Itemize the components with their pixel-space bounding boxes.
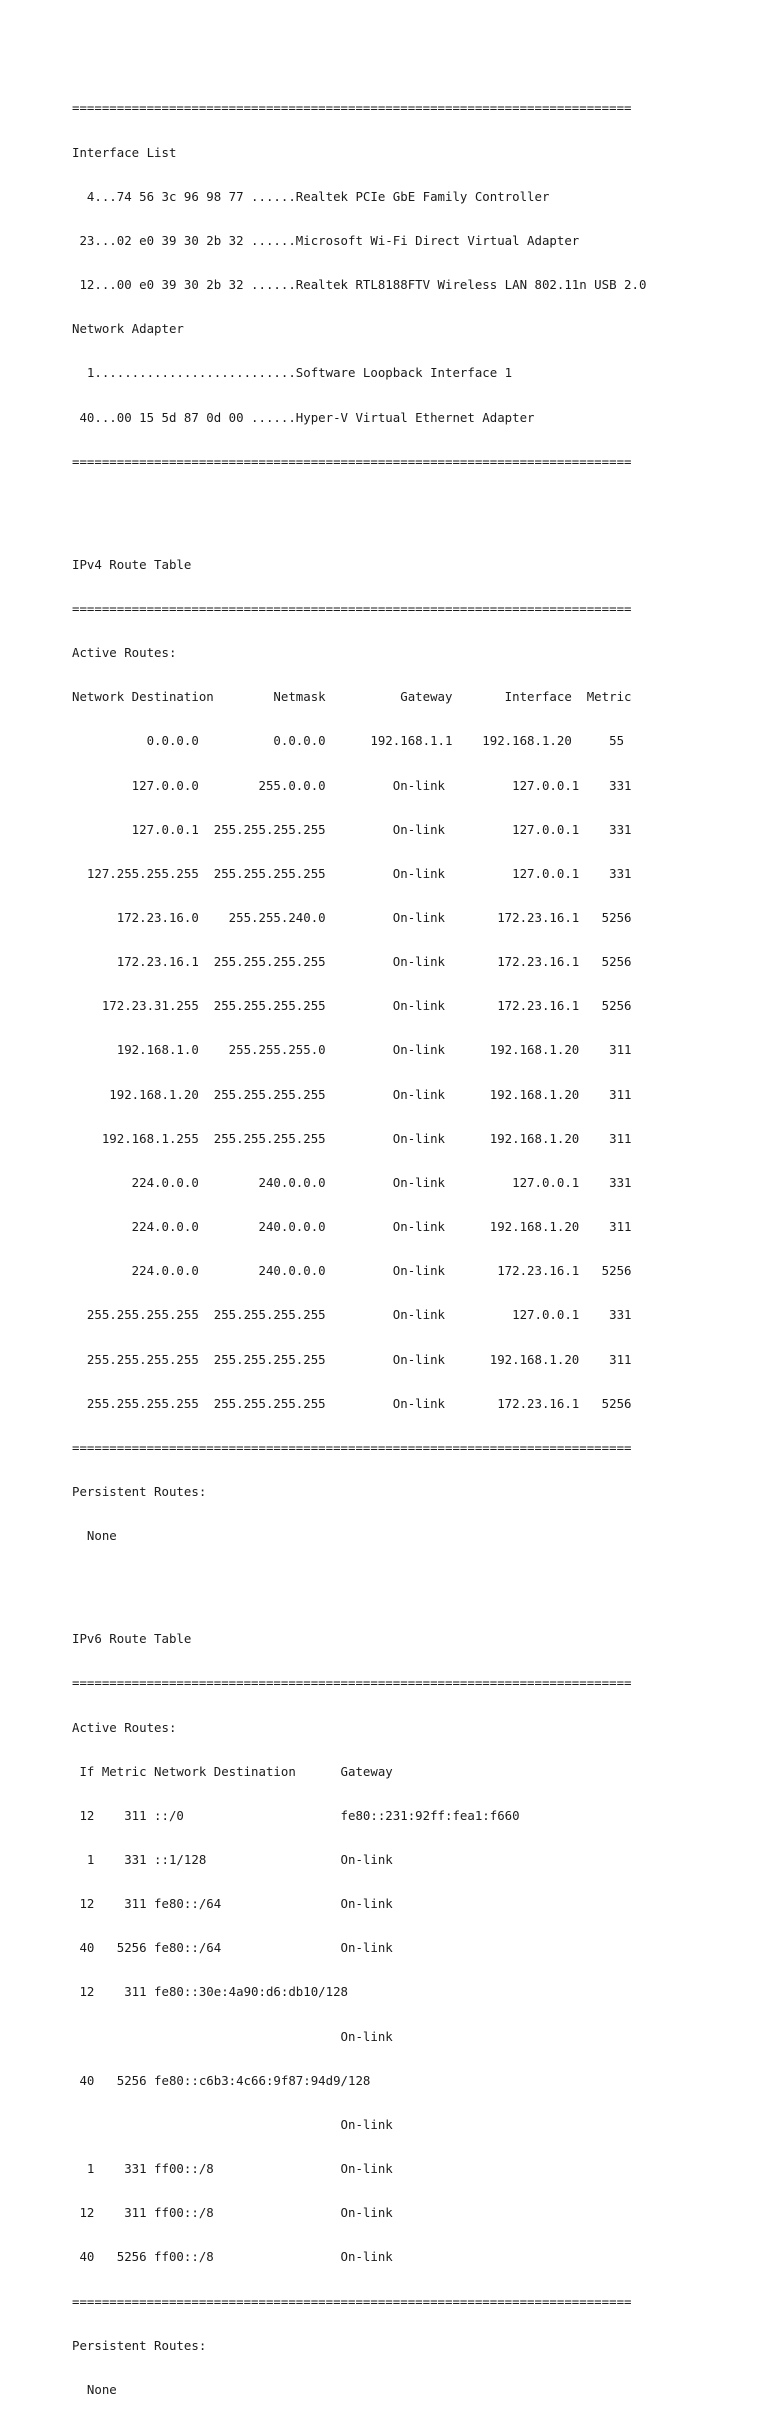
ipv4-route-row: 255.255.255.255 255.255.255.255 On-link 192.168.1.20 311: [72, 1351, 632, 1367]
ipv6-table-header: If Metric Network Destination Gateway: [72, 1763, 393, 1779]
separator-line: ===========================================================================: [72, 600, 632, 616]
interface-entry: 40...00 15 5d 87 0d 00 ......Hyper-V Virtual Ethernet Adapter: [72, 409, 535, 425]
ipv4-route-row: 0.0.0.0 0.0.0.0 192.168.1.1 192.168.1.20 55: [72, 733, 625, 749]
ipv4-route-row: 255.255.255.255 255.255.255.255 On-link 127.0.0.1 331: [72, 1307, 632, 1323]
ipv4-route-row: 192.168.1.20 255.255.255.255 On-link 192.168.1.20 311: [72, 1086, 632, 1102]
ipv6-route-row: 12 311 ff00::/8 On-link: [72, 2205, 393, 2221]
ipv4-heading: IPv4 Route Table: [72, 556, 192, 572]
ipv4-persistent-routes-value: None: [72, 1528, 117, 1544]
ipv4-route-row: 127.0.0.0 255.0.0.0 On-link 127.0.0.1 331: [72, 777, 632, 793]
ipv6-route-row: 12 311 ::/0 fe80::231:92ff:fea1:f660: [72, 1807, 520, 1823]
separator-line: ===========================================================================: [72, 2293, 632, 2309]
ipv4-route-row: 255.255.255.255 255.255.255.255 On-link 172.23.16.1 5256: [72, 1395, 632, 1411]
blank-line: [72, 499, 646, 514]
ipv4-persistent-routes-label: Persistent Routes:: [72, 1484, 207, 1499]
ipv4-route-row: 224.0.0.0 240.0.0.0 On-link 127.0.0.1 331: [72, 1174, 632, 1190]
ipv6-route-row: 40 5256 fe80::c6b3:4c66:9f87:94d9/128: [72, 2072, 371, 2088]
ipv4-route-row: 192.168.1.255 255.255.255.255 On-link 192.168.1.20 311: [72, 1130, 632, 1146]
interface-list-heading: Interface List: [72, 144, 177, 160]
ipv4-route-row: 172.23.31.255 255.255.255.255 On-link 172.23.16.1 5256: [72, 998, 632, 1014]
ipv4-route-row: 224.0.0.0 240.0.0.0 On-link 192.168.1.20 311: [72, 1219, 632, 1235]
ipv6-route-row: 12 311 fe80::/64 On-link: [72, 1896, 393, 1912]
ipv6-route-row: 40 5256 fe80::/64 On-link: [72, 1940, 393, 1956]
ipv6-persistent-routes-label: Persistent Routes:: [72, 2337, 207, 2353]
ipv6-active-routes-label: Active Routes:: [72, 1719, 177, 1735]
ipv6-route-row: 1 331 ff00::/8 On-link: [72, 2161, 393, 2177]
interface-entry: 1...........................Software Loopback Interface 1: [72, 365, 513, 381]
interface-entry: Network Adapter: [72, 321, 184, 337]
ipv4-route-row: 192.168.1.0 255.255.255.0 On-link 192.168.1.20 311: [72, 1042, 632, 1058]
interface-entry: 4...74 56 3c 96 98 77 ......Realtek PCIe GbE Family Controller: [72, 188, 550, 204]
separator-line: ===========================================================================: [72, 1675, 632, 1691]
route-print-output: [72, 72, 646, 2412]
ipv4-route-row: 127.0.0.1 255.255.255.255 On-link 127.0.0.1 331: [72, 821, 632, 837]
ipv4-route-row: 127.255.255.255 255.255.255.255 On-link 127.0.0.1 331: [72, 865, 632, 881]
ipv4-route-row: 224.0.0.0 240.0.0.0 On-link 172.23.16.1 5256: [72, 1263, 632, 1279]
interface-entry: 23...02 e0 39 30 2b 32 ......Microsoft Wi-Fi Direct Virtual Adapter: [72, 232, 580, 248]
ipv4-route-row: 172.23.16.0 255.255.240.0 On-link 172.23.16.1 5256: [72, 909, 632, 925]
ipv6-route-row: On-link: [72, 2116, 393, 2132]
ipv6-route-row: On-link: [72, 2028, 393, 2044]
blank-line: [72, 1573, 646, 1588]
ipv6-route-row: 1 331 ::1/128 On-link: [72, 1851, 393, 1867]
ipv6-route-row: 40 5256 ff00::/8 On-link: [72, 2249, 393, 2265]
separator-line: ===========================================================================: [72, 453, 632, 469]
ipv6-persistent-routes-value: None: [72, 2381, 117, 2397]
ipv4-route-row: 172.23.16.1 255.255.255.255 On-link 172.23.16.1 5256: [72, 954, 632, 970]
ipv4-active-routes-label: Active Routes:: [72, 645, 177, 661]
ipv4-table-header: Network Destination Netmask Gateway Interface Metric: [72, 689, 632, 705]
ipv6-heading: IPv6 Route Table: [72, 1631, 192, 1647]
interface-entry: 12...00 e0 39 30 2b 32 ......Realtek RTL8188FTV Wireless LAN 802.11n USB 2.0: [72, 277, 647, 293]
separator-line: ===========================================================================: [72, 100, 632, 116]
separator-line: ===========================================================================: [72, 1439, 632, 1455]
ipv6-route-row: 12 311 fe80::30e:4a90:d6:db10/128: [72, 1984, 349, 2000]
